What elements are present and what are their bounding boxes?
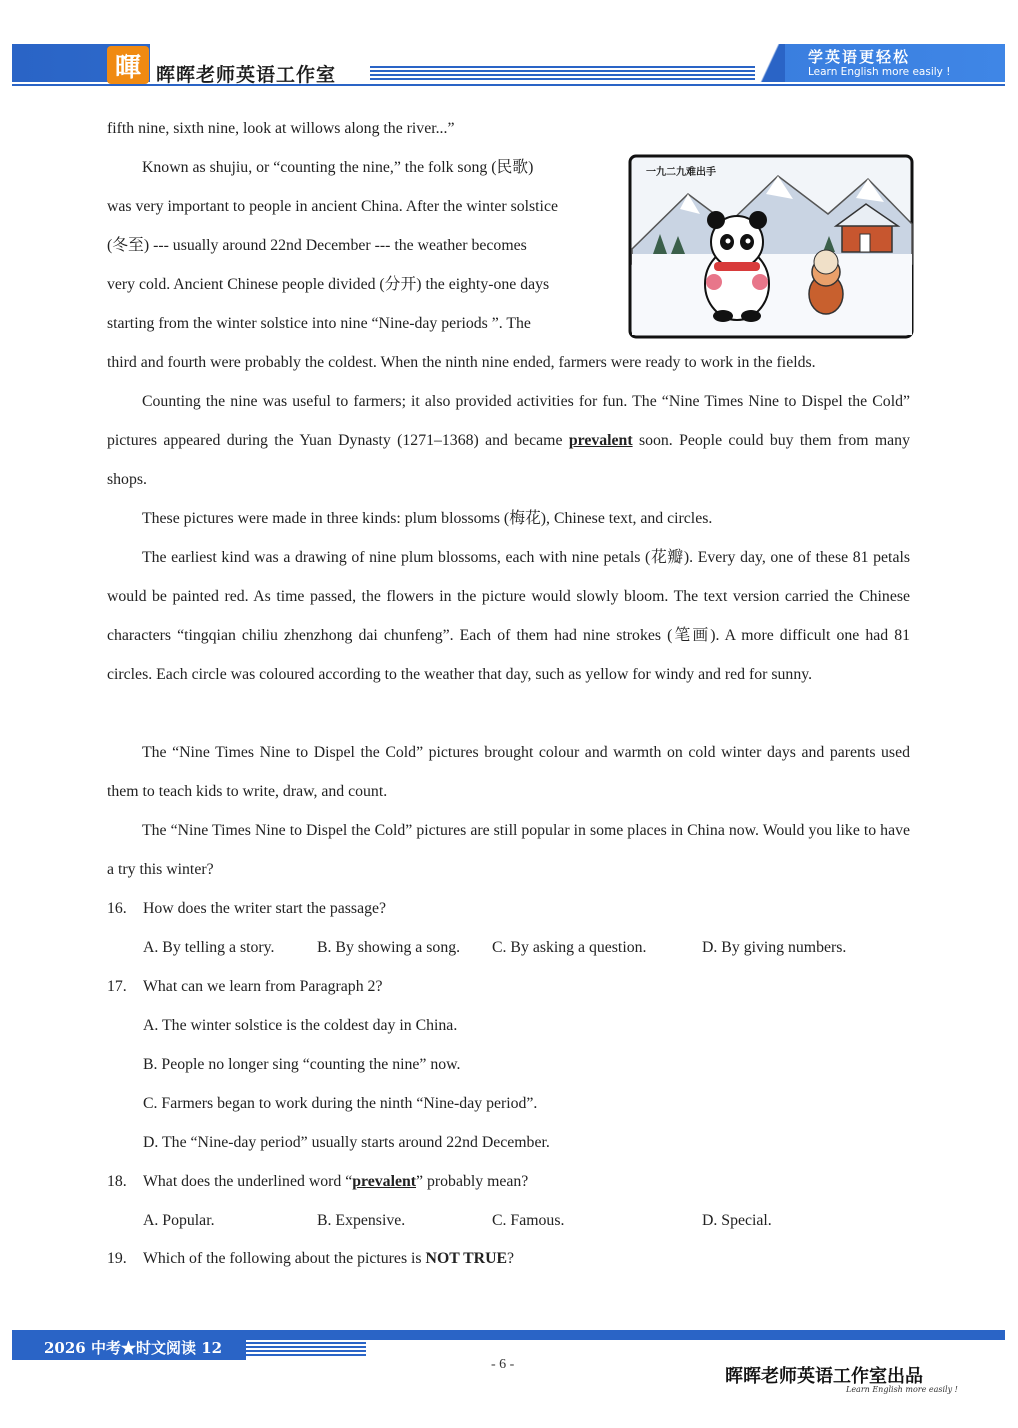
- question-17-text: What can we learn from Paragraph 2?: [143, 978, 383, 995]
- paragraph-5: The “Nine Times Nine to Dispel the Cold” pictures brought colour and warmth on cold winter days and parents used them to teach kids to write, draw, and count.: [107, 744, 910, 800]
- question-18-option-d: D. Special.: [702, 1212, 772, 1229]
- paragraph-2-text: Counting the nine was useful to farmers; it also provided activities for fun. The “Nine Times Nine to Dispel the Cold” pictures appeared during the Yuan Dynasty (1271–1368) and became: [107, 393, 910, 449]
- footer-brand: 晖晖老师英语工作室出品: [725, 1366, 923, 1387]
- paragraph-1-line: was very important to people in ancient China. After the winter solstice: [107, 198, 558, 215]
- question-18-option-c: C. Famous.: [492, 1212, 565, 1229]
- question-16-option-d: D. By giving numbers.: [702, 939, 847, 956]
- question-17-option-d: D. The “Nine-day period” usually starts around 22nd December.: [143, 1134, 550, 1151]
- paragraph-3: These pictures were made in three kinds: plum blossoms (梅花), Chinese text, and circles.: [142, 510, 713, 527]
- question-18-text-end: ” probably mean?: [416, 1173, 529, 1190]
- question-18-text-start: What does the underlined word “: [143, 1173, 353, 1190]
- question-18-option-a: A. Popular.: [143, 1212, 215, 1229]
- paragraph-1-line: third and fourth were probably the coldest. When the ninth nine ended, farmers were ready to work in the fields.: [107, 354, 816, 371]
- question-16-number: 16.: [107, 900, 127, 917]
- question-19-number: 19.: [107, 1250, 127, 1267]
- header-slogan-en: Learn English more easily !: [808, 66, 951, 78]
- question-18-text: [143, 1162, 528, 1201]
- question-16-option-b: B. By showing a song.: [317, 939, 461, 956]
- paragraph-4: The earliest kind was a drawing of nine plum blossoms, each with nine petals (花瓣). Every day, one of these 81 petals would be painted red. As time passed, the flowers in the picture would slowly bloom. The text version carried the Chinese characters “tingqian chiliu zhenzhong dai chunfeng”. Each of them had nine strokes (笔画). A more difficult one had 81 circles. Each circle was coloured according to the weather that day, such as yellow for windy and red for sunny.: [107, 549, 910, 683]
- question-16-option-c: C. By asking a question.: [492, 939, 647, 956]
- footer-series-label: 2026 中考★时文阅读 12: [44, 1339, 223, 1357]
- header-title: 晖晖老师英语工作室: [156, 64, 337, 86]
- header-stripes: [370, 66, 770, 80]
- paragraph-6: The “Nine Times Nine to Dispel the Cold” pictures are still popular in some places in China now. Would you like to have a try this winter?: [107, 822, 910, 878]
- question-18-underlined-word: prevalent: [352, 1173, 417, 1190]
- question-16-text: How does the writer start the passage?: [143, 900, 387, 917]
- question-17-number: 17.: [107, 978, 127, 995]
- paragraph-1-line: (冬至) --- usually around 22nd December --- the weather becomes: [107, 237, 527, 254]
- panda-winter-illustration: [628, 154, 914, 339]
- underlined-word: prevalent: [568, 432, 633, 449]
- paragraph-1-line: very cold. Ancient Chinese people divided (分开) the eighty-one days: [107, 276, 550, 293]
- illustration-caption: 一九二九难出手: [646, 167, 716, 178]
- question-19-text: [143, 1239, 514, 1278]
- header-slogan-cn: 学英语更轻松: [808, 48, 911, 66]
- question-18-number: 18.: [107, 1173, 127, 1190]
- paragraph-2: [107, 382, 910, 499]
- studio-logo: 暉: [107, 46, 149, 84]
- footer-brand-slogan: Learn English more easily !: [846, 1385, 958, 1394]
- question-16-option-a: A. By telling a story.: [143, 939, 275, 956]
- question-17-option-c: C. Farmers began to work during the ninth “Nine-day period”.: [143, 1095, 538, 1112]
- paragraph-1-line: starting from the winter solstice into nine “Nine-day periods ”. The: [107, 315, 531, 332]
- paragraph-0: fifth nine, sixth nine, look at willows along the river...”: [107, 120, 455, 137]
- page-number: - 6 -: [491, 1357, 515, 1372]
- question-19-text-start: Which of the following about the pictures is: [143, 1250, 426, 1267]
- question-17-option-b: B. People no longer sing “counting the nine” now.: [143, 1056, 461, 1073]
- question-19-text-end: ?: [507, 1250, 515, 1267]
- footer-stripes: [246, 1342, 366, 1356]
- paragraph-1-line: Known as shujiu, or “counting the nine,” the folk song (民歌): [142, 159, 534, 176]
- question-19-emphasis: NOT TRUE: [425, 1250, 508, 1267]
- header-divider: [755, 44, 785, 82]
- paragraph-2-text-end: soon. People could buy them from many shops.: [107, 432, 910, 488]
- question-17-option-a: A. The winter solstice is the coldest day in China.: [143, 1017, 458, 1034]
- question-18-option-b: B. Expensive.: [317, 1212, 406, 1229]
